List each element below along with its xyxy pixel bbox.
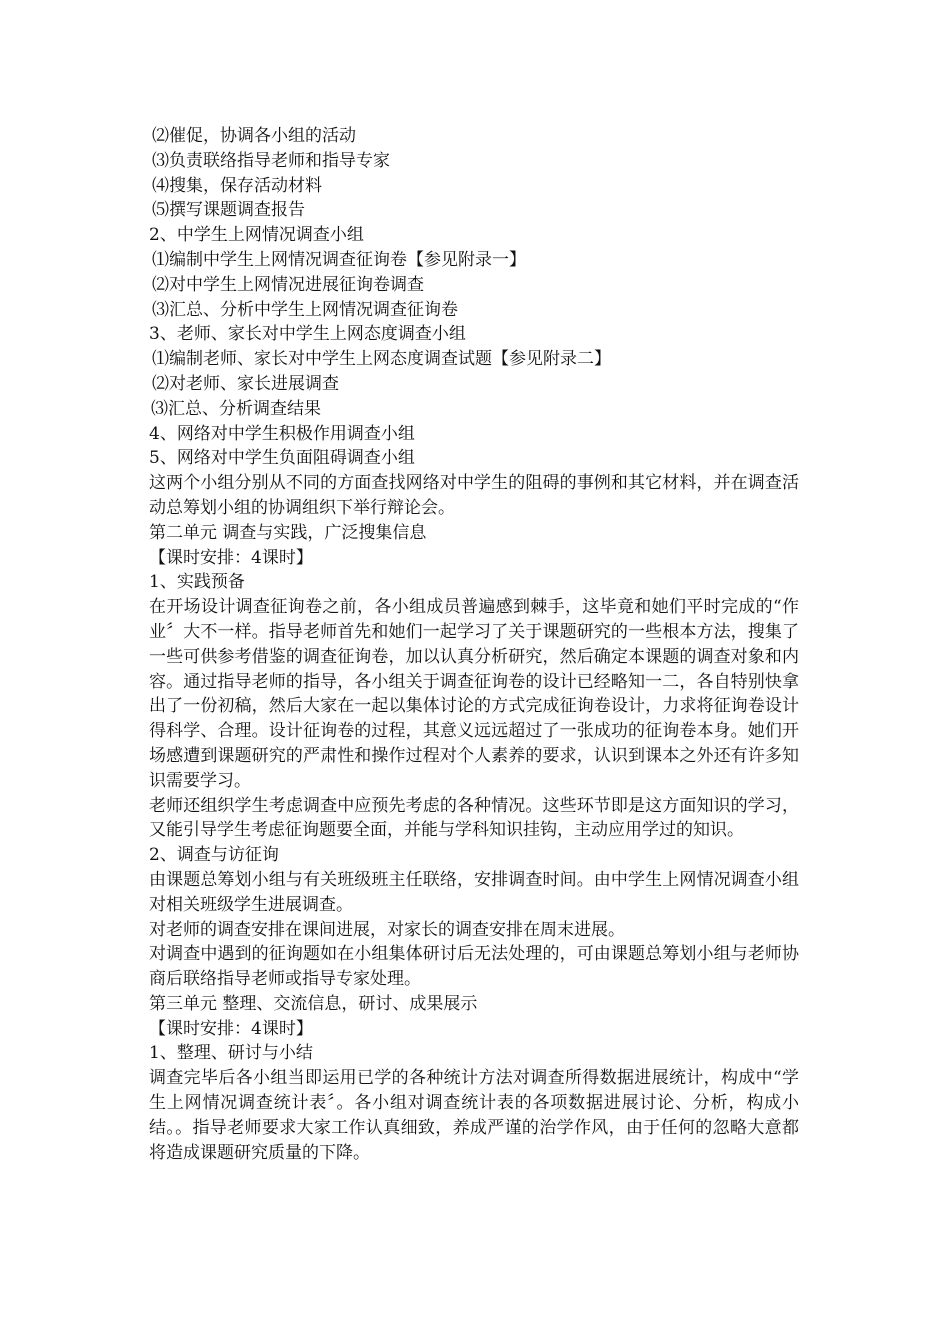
document-body xyxy=(149,124,799,1165)
paragraph: 这两个小组分别从不同的方面查找网络对中学生的阻碍的事例和其它材料，并在调查活动总筹划小组的协调组织下举行辩论会。 xyxy=(149,473,799,518)
paragraph: 在开场设计调查征询卷之前，各小组成员普遍感到棘手，这毕竟和她们平时完成的“作业〞大不一样。指导老师首先和她们一起学习了关于课题研究的一些根本方法，搜集了一些可供参考借鉴的调查征询卷，加以认真分析研究，然后确定本课题的调查对象和内容。通过指导老师的指导，各小组关于调查征询卷的设计已经略知一二，各自特别快拿出了一份初稿，然后大家在一起以集体讨论的方式完成征询卷设计，力求将征询卷设计得科学、合理。设计征询卷的过程，其意义远远超过了一张成功的征询卷本身。她们开场感遭到课题研究的严肃性和操作过程对个人素养的要求，认识到课本之外还有许多知识需要学习。 xyxy=(149,597,799,791)
list-item: ⑴编制老师、家长对中学生上网态度调查试题【参见附录二】 xyxy=(152,349,611,370)
group-heading: 2、中学生上网情况调查小组 xyxy=(149,225,364,246)
list-item: ⑵对中学生上网情况进展征询卷调查 xyxy=(152,274,424,295)
unit-hours: 【课时安排：4课时】 xyxy=(149,1018,313,1039)
section-title: 1、实践预备 xyxy=(149,572,245,593)
section-title: 2、调查与访征询 xyxy=(149,845,279,866)
section-title: 1、整理、研讨与小结 xyxy=(149,1043,313,1064)
paragraph: 由课题总筹划小组与有关班级班主任联络，安排调查时间。由中学生上网情况调查小组对相关班级学生进展调查。 xyxy=(149,869,799,915)
list-item: ⑵催促，协调各小组的活动 xyxy=(152,126,356,146)
unit-hours: 【课时安排：4课时】 xyxy=(149,547,313,568)
list-item: ⑵对老师、家长进展调查 xyxy=(152,373,339,394)
list-item: ⑸撰写课题调查报告 xyxy=(152,200,305,221)
paragraph: 对调查中遇到的征询题如在小组集体研讨后无法处理的，可由课题总筹划小组与老师协商后联络指导老师或指导专家处理。 xyxy=(149,944,799,990)
paragraph: 调查完毕后各小组当即运用已学的各种统计方法对调查所得数据进展统计，构成中“学生上网情况调查统计表〞。各小组对调查统计表的各项数据进展讨论、分析，构成小结。。指导老师要求大家工作认真细致，养成严谨的治学作风，由于任何的忽略大意都将造成课题研究质量的下降。 xyxy=(149,1068,799,1163)
group-heading: 5、网络对中学生负面阻碍调查小组 xyxy=(149,448,415,469)
list-item: ⑴编制中学生上网情况调查征询卷【参见附录一】 xyxy=(152,249,526,270)
list-item: ⑶汇总、分析中学生上网情况调查征询卷 xyxy=(152,299,458,320)
unit-title: 第三单元 整理、交流信息，研讨、成果展示 xyxy=(149,993,478,1014)
group-heading: 4、网络对中学生积极作用调查小组 xyxy=(149,423,415,444)
unit-title: 第二单元 调查与实践，广泛搜集信息 xyxy=(149,522,427,543)
paragraph: 对老师的调查安排在课间进展，对家长的调查安排在周末进展。 xyxy=(149,919,625,940)
group-heading: 3、老师、家长对中学生上网态度调查小组 xyxy=(149,324,466,345)
list-item: ⑶汇总、分析调查结果 xyxy=(151,398,321,419)
paragraph: 老师还组织学生考虑调查中应预先考虑的各种情况。这些环节即是这方面知识的学习，又能引导学生考虑征询题要全面，并能与学科知识挂钩，主动应用学过的知识。 xyxy=(149,795,799,841)
list-item: ⑷搜集，保存活动材料 xyxy=(152,175,322,196)
list-item: ⑶负责联络指导老师和指导专家 xyxy=(152,150,390,171)
